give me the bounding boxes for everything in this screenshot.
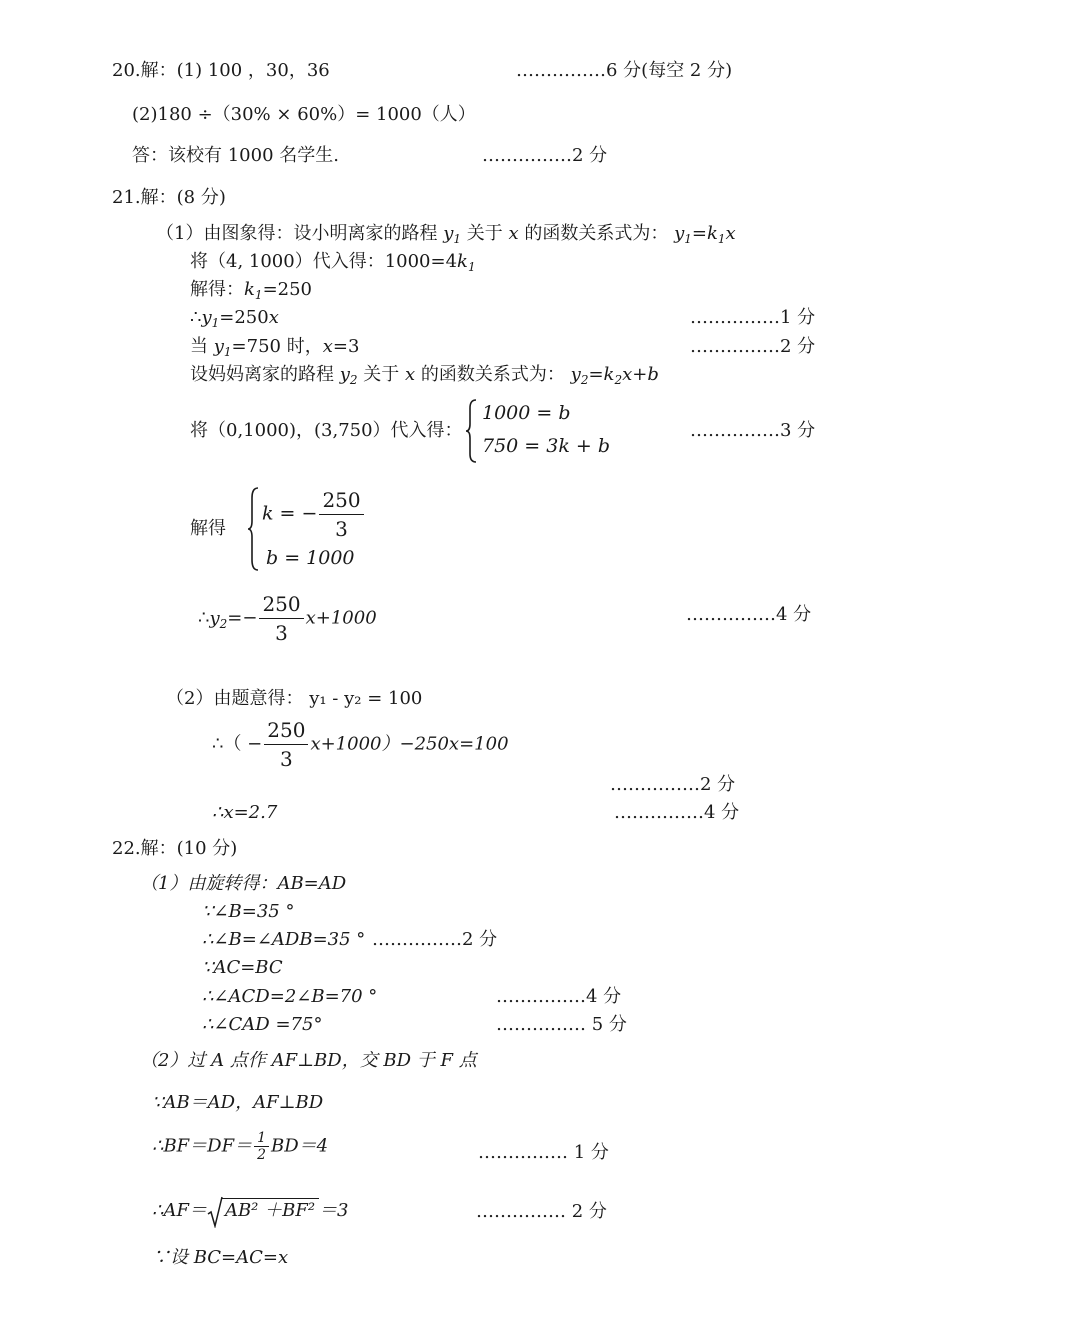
q21-solve2: 解得 (190, 518, 226, 539)
q21-mom: 设妈妈离家的路程 $y_2$ 关于 x 的函数关系式为： $y_2=k_2x+b$ (190, 364, 659, 387)
q21-p2-line2-pre: ∴（ − (212, 733, 263, 755)
q21-title: 21.解：(8 分) (112, 187, 226, 208)
q21-mom-mid: 关于 (363, 364, 400, 385)
q22-p2-intro: （2）过 A 点作 AF⊥BD，交 BD 于 F 点 (140, 1050, 477, 1071)
q21-system2 (248, 486, 408, 572)
q21-mom-end: 的函数关系式为： (420, 364, 565, 385)
q21-p1-mid: 关于 (466, 223, 503, 244)
fraction-numerator: 250 (319, 486, 363, 515)
q21-p2-intro-text: （2）由题意得： (166, 688, 304, 709)
fraction-numerator: 250 (259, 590, 303, 619)
fraction-denominator: 3 (279, 747, 293, 771)
q21-when-val: =750 时， (231, 336, 323, 357)
sqrt-icon (207, 1198, 319, 1223)
q22-l5-score: …………… 5 分 (496, 1014, 627, 1035)
q21-score-p2b: ……………4 分 (614, 802, 740, 823)
q22-m2 (152, 1130, 328, 1163)
q22-m3-post: ＝3 (319, 1200, 349, 1221)
q21-y2-therefore: ∴ (198, 607, 210, 629)
q21-sys1-a: 1000 = b (482, 402, 571, 424)
q22-l4-score: ……………4 分 (496, 986, 622, 1007)
q21-score-p2a: ……………2 分 (610, 774, 736, 795)
q21-p2-line2 (212, 716, 509, 773)
q21-sys2-b: b = 1000 (266, 547, 355, 569)
q22-l4: ∴∠ACD=2∠B=70 ° (202, 986, 378, 1007)
q22-m3-score: …………… 2 分 (476, 1201, 607, 1222)
q20-line1: 20.解：(1) 100 ，30，36 (112, 60, 330, 81)
q21-score-4: ……………4 分 (686, 604, 812, 625)
fraction-numerator: 1 (254, 1130, 269, 1147)
q21-solve-k1-text: 解得： (190, 279, 244, 300)
q21-sys2-k-text: k = − (262, 502, 318, 525)
q22-title: 22.解：(10 分) (112, 838, 238, 859)
q21-system1 (466, 398, 646, 464)
q21-k1-val: =250 (262, 279, 313, 300)
q21-p2-line2-post: x+1000）−250x=100 (310, 733, 509, 755)
q21-therefore: ∴ (190, 307, 202, 328)
q21-sys1-b: 750 = 3k + b (482, 435, 611, 457)
q22-m2-pre: ∴BF＝DF＝ (152, 1135, 253, 1157)
q22-m2-score: …………… 1 分 (478, 1142, 609, 1163)
q22-m3-radicand: AB² ＋BF² (221, 1198, 319, 1223)
q21-sys2-k (262, 486, 366, 543)
q21-y2-result: $\therefore y_2=-$ $\frac{250}{3}$ x+1000 (198, 592, 377, 645)
q21-p1-end: 的函数关系式为： (524, 223, 669, 244)
q21-sub-line: 将（4, 1000）代入得：$1000=4k_1$ (190, 251, 476, 274)
q21-y1-result: $\therefore y_1=250x$ (190, 307, 279, 330)
q21-x-eq: =3 (332, 336, 360, 357)
brace-icon (466, 398, 478, 464)
q22-p1-intro: （1）由旋转得：AB=AD (140, 873, 347, 894)
q21-p2-result: ∴x=2.7 (212, 802, 278, 823)
q21-sub2: 将（0,1000)，(3,750）代入得： (190, 420, 463, 441)
q21-when-text: 当 (190, 336, 208, 357)
fraction-denominator: 3 (335, 517, 348, 541)
q21-p2-intro (166, 688, 422, 710)
q22-l2: ∴∠B=∠ADB=35 ° (202, 929, 366, 950)
q21-solve-k1: 解得：$k_1=250$ (190, 279, 313, 302)
q21-p1-intro-text: （1）由图象得：设小明离家的路程 (156, 223, 438, 244)
q21-sub-line-text: 将（4, 1000）代入得：1000=4 (190, 251, 458, 272)
fraction-denominator: 2 (257, 1147, 267, 1163)
q22-m2-post: BD＝4 (271, 1135, 329, 1157)
brace-icon (248, 486, 260, 572)
q21-mom-intro: 设妈妈离家的路程 (190, 364, 334, 385)
q22-l2-score: ……………2 分 (372, 929, 498, 950)
q21-y2-post: x+1000 (305, 607, 377, 629)
q20-score1: ……………6 分(每空 2 分) (516, 60, 733, 81)
fraction-numerator: 250 (264, 716, 308, 745)
q20-score3: ……………2 分 (482, 145, 608, 166)
q22-m3 (152, 1198, 349, 1223)
q22-l1: ∵∠B=35 ° (202, 901, 295, 922)
q20-line2: (2)180 ÷（30% × 60%）= 1000（人） (132, 104, 476, 125)
q22-m3-pre: ∴AF＝ (152, 1200, 207, 1221)
q21-when: 当 $y_1=750$ 时，x=3 (190, 336, 360, 359)
q21-p2-eq: y₁ - y₂ = 100 (309, 688, 423, 709)
q22-l3: ∵AC=BC (202, 957, 283, 978)
q21-score-3: ……………3 分 (690, 420, 816, 441)
q22-l5: ∴∠CAD =75° (202, 1014, 323, 1035)
q21-score-1: ……………1 分 (690, 307, 816, 328)
q22-m1: ∵AB＝AD，AF⊥BD (152, 1092, 324, 1113)
q22-m4: ∵设 BC=AC=x (152, 1247, 289, 1268)
q20-line3: 答：该校有 1000 名学生. (132, 145, 339, 166)
q21-y1-eq: =250 (219, 307, 269, 328)
fraction-denominator: 3 (275, 621, 288, 645)
q21-p1-intro: （1）由图象得：设小明离家的路程 $y_1$ 关于 x 的函数关系式为： $y_1=k_1x$ (156, 223, 736, 246)
q21-score-2: ……………2 分 (690, 336, 816, 357)
